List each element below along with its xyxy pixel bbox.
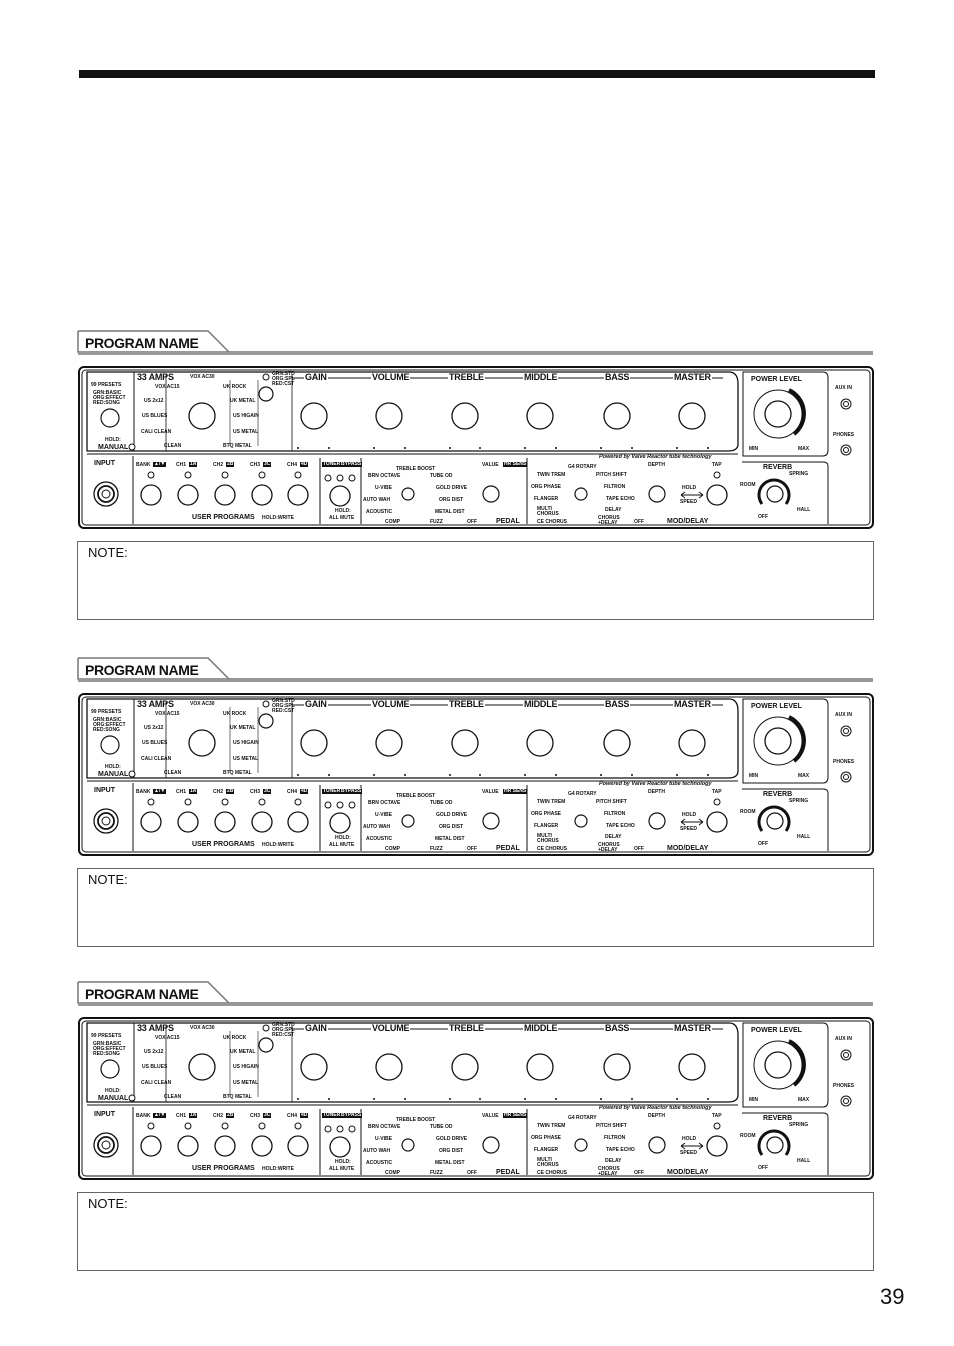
- channel-label: CH3: [250, 789, 261, 795]
- pedal-effect: U-VIBE: [375, 485, 392, 491]
- power-level-label: POWER LEVEL: [751, 1027, 802, 1034]
- value-tag: HR SENS: [504, 1112, 527, 1118]
- channel-tag: 4D: [301, 461, 308, 467]
- page-number: 39: [880, 1284, 905, 1309]
- channel-mode-2: ORG:SPL: [272, 376, 295, 382]
- input-label: INPUT: [94, 460, 115, 467]
- knob-label-gain: GAIN: [305, 699, 327, 709]
- program-name-tab: [77, 330, 874, 356]
- power-level-label: POWER LEVEL: [751, 376, 802, 383]
- pedal-effect: FUZZ: [430, 1170, 443, 1176]
- mod-effect: MULTI CHORUS: [537, 1157, 559, 1168]
- mod-effect: CHORUS +DELAY: [598, 842, 620, 853]
- pedal-effect: U-VIBE: [375, 1136, 392, 1142]
- pedal-label: PEDAL: [496, 1169, 520, 1176]
- amp-name: US HIGAIN: [233, 413, 259, 419]
- value-tag: HR SENS: [504, 788, 527, 794]
- all-mute-label: ALL MUTE: [329, 515, 355, 521]
- reverb-mode: ROOM: [740, 482, 756, 488]
- aux-in-label: AUX IN: [835, 385, 852, 391]
- channel-label: CH1: [176, 1113, 187, 1119]
- bypass-tag: BYPASS: [341, 788, 362, 794]
- channel-tag: 1A: [190, 461, 197, 467]
- amp-name: US METAL: [233, 429, 259, 435]
- mod-effect: ORG PHASE: [531, 1135, 562, 1141]
- reverb-mode: SPRING: [789, 1122, 809, 1128]
- mod-effect: OFF: [634, 1170, 644, 1176]
- channel-tag: 3C: [264, 461, 271, 467]
- reverb-label: REVERB: [763, 464, 793, 471]
- knob-label-master: MASTER: [674, 699, 711, 709]
- channel-tag: 2B: [227, 1112, 234, 1118]
- knob-label-volume: VOLUME: [372, 372, 410, 382]
- pedal-effect: OFF: [467, 1170, 477, 1176]
- min-label: MIN: [749, 1097, 759, 1103]
- channel-mode-3: RED:CST: [272, 708, 295, 714]
- bank-label: BANK: [136, 789, 151, 795]
- mod-effect: PITCH SHIFT: [596, 472, 627, 478]
- pedal-effect: METAL DIST: [435, 1160, 465, 1166]
- mode-line-1: GRN:BASIC: [93, 390, 122, 396]
- depth-label: DEPTH: [648, 462, 665, 468]
- pedal-effect: METAL DIST: [435, 509, 465, 515]
- note-label: NOTE:: [88, 872, 128, 887]
- mod-effect: FLANGER: [534, 1147, 559, 1153]
- amp-name: UK METAL: [230, 398, 256, 404]
- bank-label: BANK: [136, 462, 151, 468]
- hold-label: HOLD: [682, 485, 697, 491]
- mod-effect: CE CHORUS: [537, 846, 568, 852]
- hold-label: HOLD:: [335, 1159, 351, 1165]
- mode-line-1: GRN:BASIC: [93, 717, 122, 723]
- channel-mode-1: GRN:STD: [272, 371, 295, 377]
- channel-label: CH4: [287, 789, 298, 795]
- mod-effect: FILTRON: [604, 484, 626, 490]
- user-programs-label: USER PROGRAMS: [192, 841, 255, 848]
- pedal-effect: OFF: [467, 519, 477, 525]
- pedal-effect: TUBE OD: [430, 1124, 453, 1130]
- reverb-mode: SPRING: [789, 471, 809, 477]
- value-label: VALUE: [482, 1113, 499, 1119]
- pedal-effect: BRN OCTAVE: [368, 473, 401, 479]
- pedal-effect: GOLD DRIVE: [436, 485, 468, 491]
- mod-effect: FILTRON: [604, 1135, 626, 1141]
- channel-tag: 2B: [227, 788, 234, 794]
- mod-effect: CE CHORUS: [537, 519, 568, 525]
- knob-label-treble: TREBLE: [449, 699, 484, 709]
- pedal-effect: COMP: [385, 519, 400, 525]
- bank-tag: ▲/▼: [154, 461, 166, 467]
- hold-label: HOLD: [682, 812, 697, 818]
- input-label: INPUT: [94, 787, 115, 794]
- hold-label: HOLD:: [105, 764, 121, 770]
- amp-name: US BLUES: [142, 1064, 168, 1070]
- top-rule: [79, 70, 875, 78]
- program-name-tab: [77, 657, 874, 683]
- channel-tag: 3C: [264, 788, 271, 794]
- amp-panel-diagram: [78, 1017, 874, 1180]
- channel-mode-1: GRN:STD: [272, 1022, 295, 1028]
- amp-name: VOX AC15: [155, 384, 180, 390]
- knob-label-middle: MIDDLE: [524, 1023, 558, 1033]
- mod-effect: CHORUS +DELAY: [598, 515, 620, 526]
- mod-effect: ORG PHASE: [531, 811, 562, 817]
- max-label: MAX: [798, 446, 810, 452]
- speed-label: SPEED: [680, 1150, 697, 1156]
- amp-name: US 2x12: [144, 398, 164, 404]
- pedal-effect: METAL DIST: [435, 836, 465, 842]
- tap-label: TAP: [712, 462, 722, 468]
- pedal-effect: ORG DIST: [439, 1148, 464, 1154]
- mode-line-3: RED:SONG: [93, 400, 120, 406]
- mod-effect: MULTI CHORUS: [537, 506, 559, 517]
- powered-by-text: Powered by Valve Reactor tube technology: [599, 1105, 712, 1111]
- pedal-effect: U-VIBE: [375, 812, 392, 818]
- mod-effect: MULTI CHORUS: [537, 833, 559, 844]
- pedal-effect: AUTO WAH: [363, 1148, 391, 1154]
- hold-label: HOLD: [682, 1136, 697, 1142]
- mod-effect: PITCH SHIFT: [596, 1123, 627, 1129]
- mode-line-1: GRN:BASIC: [93, 1041, 122, 1047]
- amp-name: UK ROCK: [223, 1035, 247, 1041]
- pedal-effect: COMP: [385, 1170, 400, 1176]
- tuner-tag: TUNER: [323, 788, 341, 794]
- mod-effect: FILTRON: [604, 811, 626, 817]
- amp-name: UK ROCK: [223, 384, 247, 390]
- value-label: VALUE: [482, 462, 499, 468]
- powered-by-text: Powered by Valve Reactor tube technology: [599, 781, 712, 787]
- knob-label-treble: TREBLE: [449, 1023, 484, 1033]
- mod-effect: TAPE ECHO: [606, 823, 635, 829]
- mod-effect: DELAY: [605, 834, 622, 840]
- amp-name: CLEAN: [164, 770, 182, 776]
- treble-boost-label: TREBLE BOOST: [396, 793, 436, 799]
- powered-by-text: Powered by Valve Reactor tube technology: [599, 454, 712, 460]
- aux-in-label: AUX IN: [835, 712, 852, 718]
- program-section-3: [77, 981, 874, 1281]
- channel-tag: 1A: [190, 1112, 197, 1118]
- amp-name: BTQ METAL: [223, 770, 252, 776]
- pedal-effect: AUTO WAH: [363, 824, 391, 830]
- g4-rotary-label: G4 ROTARY: [568, 464, 597, 470]
- amp-name: UK METAL: [230, 1049, 256, 1055]
- all-mute-label: ALL MUTE: [329, 842, 355, 848]
- manual-label: MANUAL: [98, 1095, 129, 1102]
- mod-effect: FLANGER: [534, 823, 559, 829]
- pedal-effect: ORG DIST: [439, 824, 464, 830]
- mod-delay-label: MOD/DELAY: [667, 845, 709, 852]
- program-name-label: PROGRAM NAME: [85, 662, 199, 678]
- mod-effect: FLANGER: [534, 496, 559, 502]
- tuner-tag: TUNER: [323, 461, 341, 467]
- presets-label: 99 PRESETS: [91, 382, 122, 388]
- knob-label-master: MASTER: [674, 1023, 711, 1033]
- phones-label: PHONES: [833, 759, 855, 765]
- knob-label-bass: BASS: [605, 699, 630, 709]
- g4-rotary-label: G4 ROTARY: [568, 791, 597, 797]
- power-level-label: POWER LEVEL: [751, 703, 802, 710]
- note-label: NOTE:: [88, 1196, 128, 1211]
- amp-name: US METAL: [233, 1080, 259, 1086]
- tap-label: TAP: [712, 1113, 722, 1119]
- mod-effect: CE CHORUS: [537, 1170, 568, 1176]
- min-label: MIN: [749, 446, 759, 452]
- amp-panel-diagram: [78, 366, 874, 529]
- reverb-mode: ROOM: [740, 1133, 756, 1139]
- mod-effect: DELAY: [605, 1158, 622, 1164]
- pedal-effect: FUZZ: [430, 846, 443, 852]
- value-label: VALUE: [482, 789, 499, 795]
- pedal-effect: ACOUSTIC: [366, 836, 393, 842]
- reverb-mode: OFF: [758, 514, 768, 520]
- mode-line-2: ORG:EFFECT: [93, 1046, 126, 1052]
- pedal-effect: GOLD DRIVE: [436, 1136, 468, 1142]
- channel-mode-2: ORG:SPL: [272, 703, 295, 709]
- mode-line-2: ORG:EFFECT: [93, 395, 126, 401]
- pedal-effect: FUZZ: [430, 519, 443, 525]
- amp-name: CALI CLEAN: [141, 429, 172, 435]
- knob-label-gain: GAIN: [305, 1023, 327, 1033]
- phones-label: PHONES: [833, 1083, 855, 1089]
- user-programs-label: USER PROGRAMS: [192, 514, 255, 521]
- channel-label: CH3: [250, 1113, 261, 1119]
- program-section-2: [77, 657, 874, 957]
- pedal-label: PEDAL: [496, 845, 520, 852]
- tap-label: TAP: [712, 789, 722, 795]
- knob-label-master: MASTER: [674, 372, 711, 382]
- reverb-mode: OFF: [758, 1165, 768, 1171]
- channel-mode-2: ORG:SPL: [272, 1027, 295, 1033]
- value-tag: HR SENS: [504, 461, 527, 467]
- presets-label: 99 PRESETS: [91, 709, 122, 715]
- amp-name: US 2x12: [144, 725, 164, 731]
- reverb-label: REVERB: [763, 791, 793, 798]
- hold-label: HOLD:: [335, 508, 351, 514]
- hold-label: HOLD:: [335, 835, 351, 841]
- reverb-mode: OFF: [758, 841, 768, 847]
- treble-boost-label: TREBLE BOOST: [396, 466, 436, 472]
- amp-name: CLEAN: [164, 443, 182, 449]
- reverb-mode: ROOM: [740, 809, 756, 815]
- amp-name: VOX AC15: [155, 711, 180, 717]
- g4-rotary-label: G4 ROTARY: [568, 1115, 597, 1121]
- pedal-label: PEDAL: [496, 518, 520, 525]
- knob-label-volume: VOLUME: [372, 699, 410, 709]
- knob-label-middle: MIDDLE: [524, 699, 558, 709]
- manual-label: MANUAL: [98, 444, 129, 451]
- hold-label: HOLD:: [105, 437, 121, 443]
- amp-name: BTQ METAL: [223, 443, 252, 449]
- vox-ac30-label: VOX AC30: [190, 374, 215, 380]
- channel-label: CH1: [176, 789, 187, 795]
- hold-write-label: HOLD:WRITE: [262, 842, 294, 848]
- channel-tag: 4D: [301, 788, 308, 794]
- bypass-tag: BYPASS: [341, 461, 362, 467]
- aux-in-label: AUX IN: [835, 1036, 852, 1042]
- pedal-effect: ACOUSTIC: [366, 1160, 393, 1166]
- amp-name: US HIGAIN: [233, 740, 259, 746]
- reverb-mode: SPRING: [789, 798, 809, 804]
- pedal-effect: COMP: [385, 846, 400, 852]
- mode-line-3: RED:SONG: [93, 1051, 120, 1057]
- bypass-tag: BYPASS: [341, 1112, 362, 1118]
- mod-effect: TWIN TREM: [537, 799, 566, 805]
- mod-effect: CHORUS +DELAY: [598, 1166, 620, 1177]
- mode-line-2: ORG:EFFECT: [93, 722, 126, 728]
- note-box: [77, 1192, 874, 1271]
- knob-label-gain: GAIN: [305, 372, 327, 382]
- mod-effect: PITCH SHIFT: [596, 799, 627, 805]
- mod-effect: TWIN TREM: [537, 472, 566, 478]
- tuner-tag: TUNER: [323, 1112, 341, 1118]
- channel-label: CH2: [213, 1113, 224, 1119]
- amps-title: 33 AMPS: [137, 1023, 174, 1033]
- vox-ac30-label: VOX AC30: [190, 701, 215, 707]
- bank-label: BANK: [136, 1113, 151, 1119]
- amp-name: CALI CLEAN: [141, 1080, 172, 1086]
- pedal-effect: TUBE OD: [430, 800, 453, 806]
- program-name-label: PROGRAM NAME: [85, 335, 199, 351]
- knob-label-bass: BASS: [605, 372, 630, 382]
- bank-tag: ▲/▼: [154, 1112, 166, 1118]
- pedal-effect: BRN OCTAVE: [368, 1124, 401, 1130]
- input-label: INPUT: [94, 1111, 115, 1118]
- pedal-effect: GOLD DRIVE: [436, 812, 468, 818]
- amp-name: BTQ METAL: [223, 1094, 252, 1100]
- channel-label: CH3: [250, 462, 261, 468]
- amp-name: US 2x12: [144, 1049, 164, 1055]
- vox-ac30-label: VOX AC30: [190, 1025, 215, 1031]
- knob-label-bass: BASS: [605, 1023, 630, 1033]
- presets-label: 99 PRESETS: [91, 1033, 122, 1039]
- hold-write-label: HOLD:WRITE: [262, 1166, 294, 1172]
- max-label: MAX: [798, 773, 810, 779]
- amp-name: US BLUES: [142, 413, 168, 419]
- depth-label: DEPTH: [648, 1113, 665, 1119]
- mod-effect: TAPE ECHO: [606, 1147, 635, 1153]
- mod-effect: OFF: [634, 519, 644, 525]
- treble-boost-label: TREBLE BOOST: [396, 1117, 436, 1123]
- channel-label: CH1: [176, 462, 187, 468]
- channel-mode-3: RED:CST: [272, 1032, 295, 1038]
- knob-label-treble: TREBLE: [449, 372, 484, 382]
- note-box: [77, 868, 874, 947]
- amp-name: CLEAN: [164, 1094, 182, 1100]
- hold-label: HOLD:: [105, 1088, 121, 1094]
- channel-tag: 4D: [301, 1112, 308, 1118]
- channel-label: CH2: [213, 462, 224, 468]
- pedal-effect: TUBE OD: [430, 473, 453, 479]
- mod-effect: OFF: [634, 846, 644, 852]
- manual-label: MANUAL: [98, 771, 129, 778]
- channel-tag: 1A: [190, 788, 197, 794]
- channel-mode-3: RED:CST: [272, 381, 295, 387]
- reverb-label: REVERB: [763, 1115, 793, 1122]
- amp-name: UK ROCK: [223, 711, 247, 717]
- max-label: MAX: [798, 1097, 810, 1103]
- speed-label: SPEED: [680, 826, 697, 832]
- program-section-1: [77, 330, 874, 630]
- amp-name: CALI CLEAN: [141, 756, 172, 762]
- user-programs-label: USER PROGRAMS: [192, 1165, 255, 1172]
- channel-tag: 2B: [227, 461, 234, 467]
- channel-label: CH2: [213, 789, 224, 795]
- reverb-mode: HALL: [797, 1158, 811, 1164]
- pedal-effect: AUTO WAH: [363, 497, 391, 503]
- program-name-tab: [77, 981, 874, 1007]
- all-mute-label: ALL MUTE: [329, 1166, 355, 1172]
- note-box: [77, 541, 874, 620]
- mod-effect: ORG PHASE: [531, 484, 562, 490]
- amp-name: VOX AC15: [155, 1035, 180, 1041]
- knob-label-volume: VOLUME: [372, 1023, 410, 1033]
- program-name-label: PROGRAM NAME: [85, 986, 199, 1002]
- hold-write-label: HOLD:WRITE: [262, 515, 294, 521]
- amp-name: US HIGAIN: [233, 1064, 259, 1070]
- mod-delay-label: MOD/DELAY: [667, 518, 709, 525]
- depth-label: DEPTH: [648, 789, 665, 795]
- mod-effect: DELAY: [605, 507, 622, 513]
- bank-tag: ▲/▼: [154, 788, 166, 794]
- channel-tag: 3C: [264, 1112, 271, 1118]
- min-label: MIN: [749, 773, 759, 779]
- amp-name: UK METAL: [230, 725, 256, 731]
- amp-name: US BLUES: [142, 740, 168, 746]
- pedal-effect: BRN OCTAVE: [368, 800, 401, 806]
- amps-title: 33 AMPS: [137, 372, 174, 382]
- amp-panel-diagram: [78, 693, 874, 856]
- channel-label: CH4: [287, 1113, 298, 1119]
- pedal-effect: ACOUSTIC: [366, 509, 393, 515]
- amps-title: 33 AMPS: [137, 699, 174, 709]
- amp-name: US METAL: [233, 756, 259, 762]
- pedal-effect: OFF: [467, 846, 477, 852]
- channel-label: CH4: [287, 462, 298, 468]
- channel-mode-1: GRN:STD: [272, 698, 295, 704]
- phones-label: PHONES: [833, 432, 855, 438]
- speed-label: SPEED: [680, 499, 697, 505]
- mode-line-3: RED:SONG: [93, 727, 120, 733]
- mod-delay-label: MOD/DELAY: [667, 1169, 709, 1176]
- mod-effect: TWIN TREM: [537, 1123, 566, 1129]
- reverb-mode: HALL: [797, 834, 811, 840]
- reverb-mode: HALL: [797, 507, 811, 513]
- note-label: NOTE:: [88, 545, 128, 560]
- pedal-effect: ORG DIST: [439, 497, 464, 503]
- mod-effect: TAPE ECHO: [606, 496, 635, 502]
- knob-label-middle: MIDDLE: [524, 372, 558, 382]
